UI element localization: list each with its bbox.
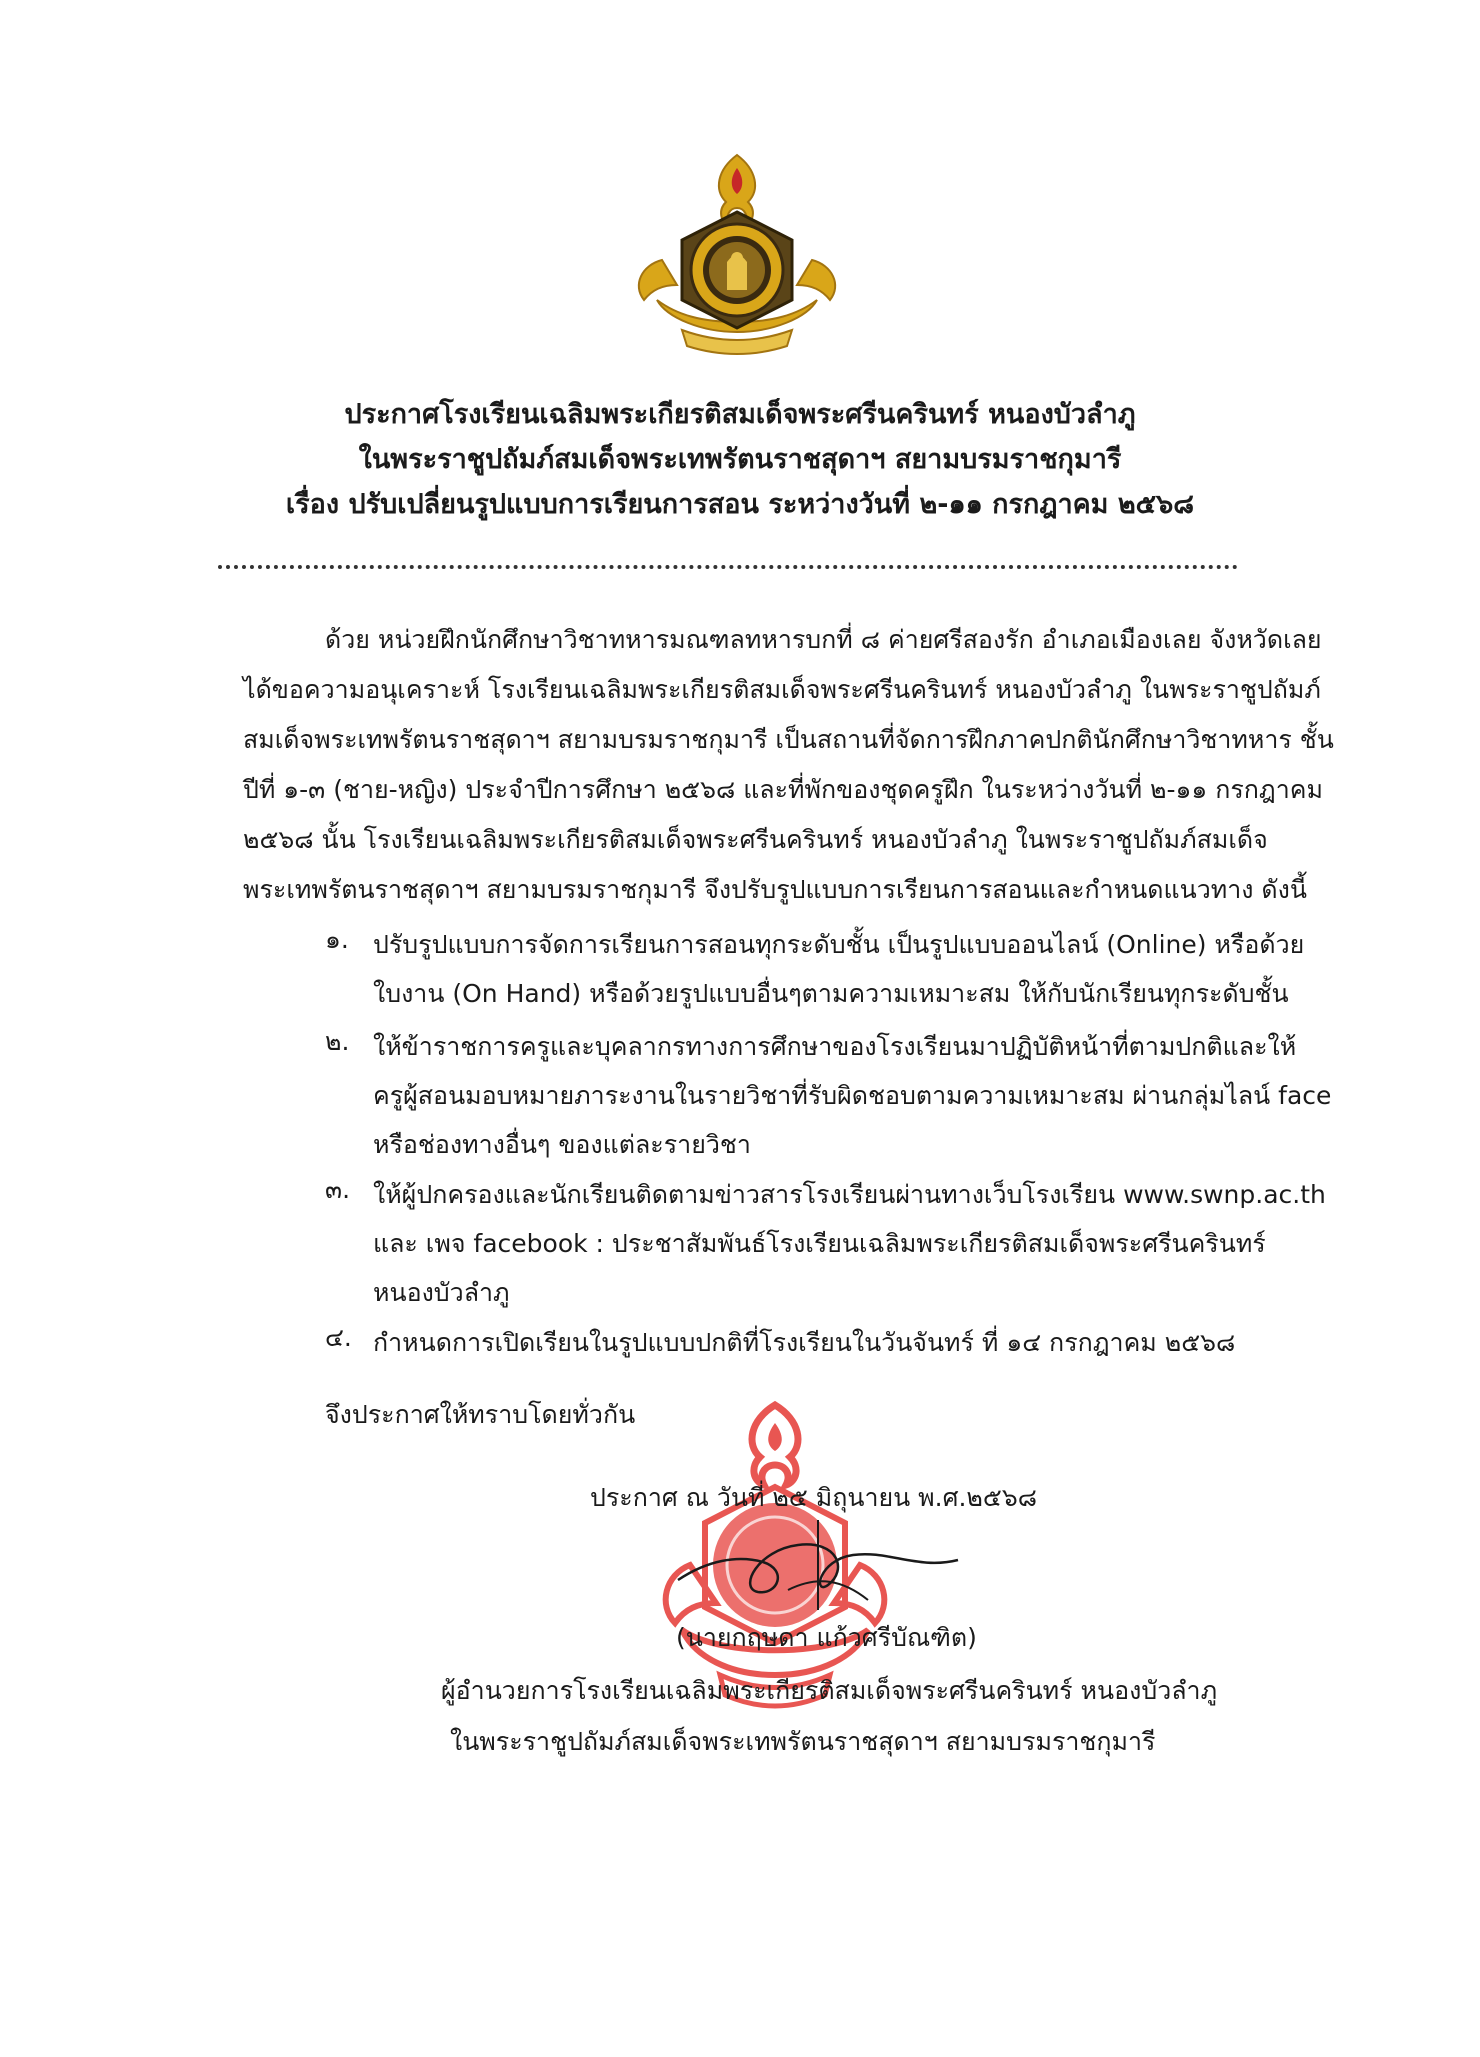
closing-statement: จึงประกาศให้ทราบโดยทั่วกัน xyxy=(325,1400,636,1429)
list-item-number: ๒. xyxy=(325,1027,350,1056)
list-item-text xyxy=(373,1022,1331,1169)
list-item-line: ครูผู้สอนมอบหมายภาระงานในรายวิชาที่รับผิดชอบตามความเหมาะสม ผ่านกลุ่มไลน์ face xyxy=(373,1081,1332,1110)
list-item-line: หรือช่องทางอื่นๆ ของแต่ละรายวิชา xyxy=(373,1130,751,1159)
handwritten-signature-icon xyxy=(668,1500,968,1630)
announcement-date: ประกาศ ณ วันที่ ๒๕ มิถุนายน พ.ศ.๒๕๖๘ xyxy=(590,1483,1037,1512)
list-item-line: กำหนดการเปิดเรียนในรูปแบบปกติที่โรงเรียนในวันจันทร์ ที่ ๑๔ กรกฎาคม ๒๕๖๘ xyxy=(373,1328,1236,1357)
list-item-text xyxy=(373,1170,1326,1317)
intro-line: ได้ขอความอนุเคราะห์ โรงเรียนเฉลิมพระเกียรติสมเด็จพระศรีนครินทร์ หนองบัวลำภู ในพระราชูปถัมภ์ xyxy=(243,675,1321,704)
intro-line: พระเทพรัตนราชสุดาฯ สยามบรมราชกุมารี จึงปรับรูปแบบการเรียนการสอนและกำหนดแนวทาง ดังนี้ xyxy=(243,875,1307,904)
title-line-3: เรื่อง ปรับเปลี่ยนรูปแบบการเรียนการสอน ระหว่างวันที่ ๒-๑๑ กรกฎาคม ๒๕๖๘ xyxy=(285,489,1195,520)
signer-name: (นายกฤษดา แก้วศรีบัณฑิต) xyxy=(676,1623,977,1652)
list-item-line: ให้ผู้ปกครองและนักเรียนติดตามข่าวสารโรงเรียนผ่านทางเว็บโรงเรียน www.swnp.ac.th xyxy=(373,1180,1326,1209)
list-item-number: ๓. xyxy=(325,1175,351,1204)
dotted-divider xyxy=(218,565,1238,569)
list-item-line: ให้ข้าราชการครูและบุคลากรทางการศึกษาของโรงเรียนมาปฏิบัติหน้าที่ตามปกติและให้ xyxy=(373,1032,1297,1061)
title-line-2: ในพระราชูปถัมภ์สมเด็จพระเทพรัตนราชสุดาฯ สยามบรมราชกุมารี xyxy=(358,444,1122,475)
intro-line: ๒๕๖๘ นั้น โรงเรียนเฉลิมพระเกียรติสมเด็จพระศรีนครินทร์ หนองบัวลำภู ในพระราชูปถัมภ์สมเด็จ xyxy=(243,825,1268,854)
announcement-title xyxy=(0,392,1480,527)
signer-title: ในพระราชูปถัมภ์สมเด็จพระเทพรัตนราชสุดาฯ สยามบรมราชกุมารี xyxy=(450,1727,1156,1756)
title-line-1: ประกาศโรงเรียนเฉลิมพระเกียรติสมเด็จพระศรีนครินทร์ หนองบัวลำภู xyxy=(344,399,1136,430)
list-item-line: ปรับรูปแบบการจัดการเรียนการสอนทุกระดับชั้น เป็นรูปแบบออนไลน์ (Online) หรือด้วย xyxy=(373,930,1305,959)
list-item-line: ใบงาน (On Hand) หรือด้วยรูปแบบอื่นๆตามความเหมาะสม ให้กับนักเรียนทุกระดับชั้น xyxy=(373,979,1289,1008)
intro-line: สมเด็จพระเทพรัตนราชสุดาฯ สยามบรมราชกุมารี เป็นสถานที่จัดการฝึกภาคปกตินักศึกษาวิชาทหาร ชั้น xyxy=(243,725,1334,754)
list-item-text xyxy=(373,1318,1235,1367)
signer-title: ผู้อำนวยการโรงเรียนเฉลิมพระเกียรติสมเด็จพระศรีนครินทร์ หนองบัวลำภู xyxy=(441,1676,1218,1705)
list-item-text xyxy=(373,920,1304,1018)
school-emblem-icon xyxy=(622,150,852,360)
list-item-number: ๑. xyxy=(325,925,349,954)
list-item-number: ๔. xyxy=(325,1323,352,1352)
intro-line: ปีที่ ๑-๓ (ชาย-หญิง) ประจำปีการศึกษา ๒๕๖๘ และที่พักของชุดครูฝึก ในระหว่างวันที่ ๒-๑๑ กรกฎาคม xyxy=(243,775,1323,804)
list-item-line: หนองบัวลำภู xyxy=(373,1278,510,1307)
intro-line: ด้วย หน่วยฝึกนักศึกษาวิชาทหารมณฑลทหารบกที่ ๘ ค่ายศรีสองรัก อำเภอเมืองเลย จังหวัดเลย xyxy=(325,625,1322,654)
list-item-line: และ เพจ facebook : ประชาสัมพันธ์โรงเรียนเฉลิมพระเกียรติสมเด็จพระศรีนครินทร์ xyxy=(373,1229,1266,1258)
